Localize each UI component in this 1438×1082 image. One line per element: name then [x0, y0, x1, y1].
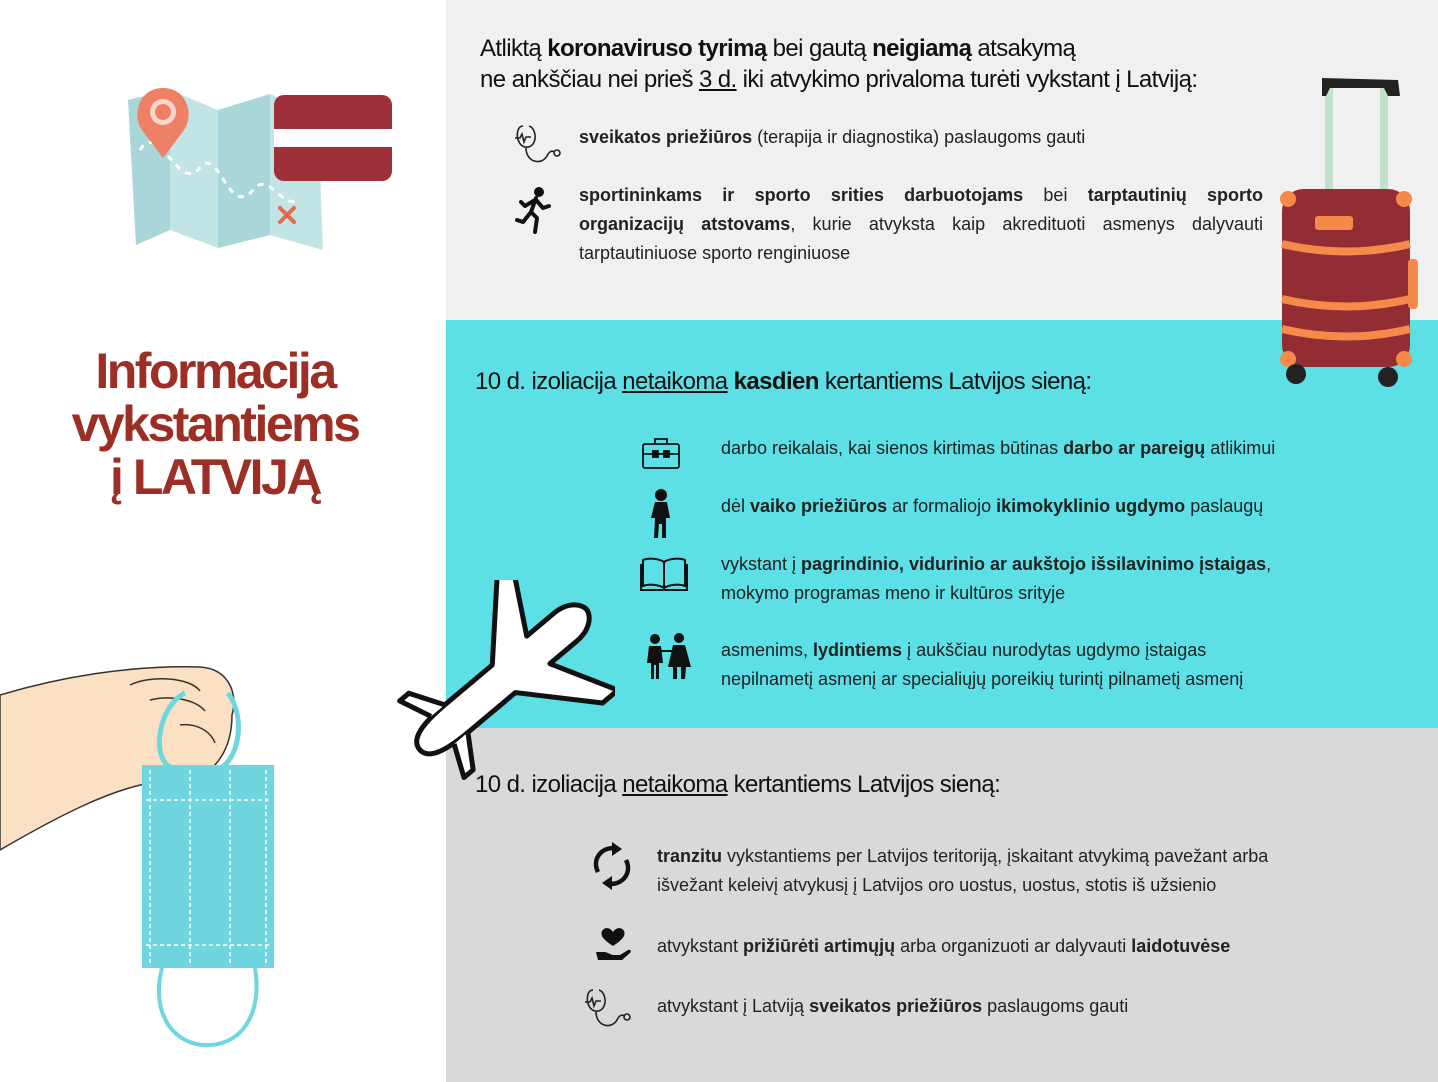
section2-item-childcare: dėl vaiko priežiūros ar formaliojo ikimokyklinio ugdymo paslaugų	[721, 496, 1264, 516]
section2-item-education: vykstant į pagrindinio, vidurinio ar aukštojo išsilavinimo įstaigas, mokymo programas meno ir kultūros srityje	[721, 554, 1272, 603]
child-icon	[648, 488, 674, 540]
title-line-2: vykstantiems	[71, 396, 359, 452]
section1-heading: Atliktą koronaviruso tyrimą bei gautą neigiamą atsakymą ne ankščiau nei prieš 3 d. iki atvykimo privaloma turėti vykstant į Latviją:	[480, 35, 1198, 93]
book-icon	[640, 556, 688, 592]
section3-item-transit: tranzitu vykstantiems per Latvijos teritoriją, įskaitant atvykimą pavežant arba išvežant keleivį atvykusį į Latvijos oro uostus, uostus, stotis iš užsienio	[657, 846, 1269, 895]
briefcase-icon	[641, 436, 681, 470]
hand-mask-icon	[0, 655, 290, 1055]
airplane-icon	[385, 580, 615, 785]
page-title	[30, 345, 400, 504]
title-line-3: į LATVIJĄ	[110, 449, 320, 505]
care-heart-icon	[594, 926, 632, 964]
stethoscope-icon	[513, 122, 565, 170]
transit-arrows-icon	[590, 842, 634, 890]
stethoscope-icon	[583, 986, 635, 1034]
section2-item-accompanying: asmenims, lydintiems į aukščiau nurodytas ugdymo įstaigas nepilnametį asmenį ar specialiųjų poreikių turintį pilnametį asmenį	[721, 640, 1244, 689]
runner-icon	[515, 186, 555, 236]
suitcase-icon	[1270, 74, 1420, 389]
section3-heading: 10 d. izoliacija netaikoma kertantiems Latvijos sieną:	[475, 771, 1001, 798]
section2-item-work: darbo reikalais, kai sienos kirtimas būtinas darbo ar pareigų atlikimui	[721, 438, 1276, 458]
section3-item-healthcare: atvykstant į Latviją sveikatos priežiūros paslaugoms gauti	[657, 996, 1129, 1016]
title-line-1: Informacija	[95, 343, 335, 399]
section1-item-sports: sportininkams ir sporto srities darbuotojams bei tarptautinių sporto organizacijų atstovams, kurie atvyksta kaip akredituoti asmenys dalyvauti tarptautiniuose sporto renginiuose	[579, 185, 1263, 263]
section3-item-care: atvykstant prižiūrėti artimųjų arba organizuoti ar dalyvauti laidotuvėse	[657, 936, 1231, 956]
latvia-flag-icon	[274, 95, 392, 181]
section2-heading: 10 d. izoliacija netaikoma kasdien kertantiems Latvijos sieną:	[475, 368, 1092, 395]
adult-child-icon	[643, 633, 693, 681]
section1-item-healthcare: sveikatos priežiūros (terapija ir diagnostika) paslaugoms gauti	[579, 127, 1086, 147]
